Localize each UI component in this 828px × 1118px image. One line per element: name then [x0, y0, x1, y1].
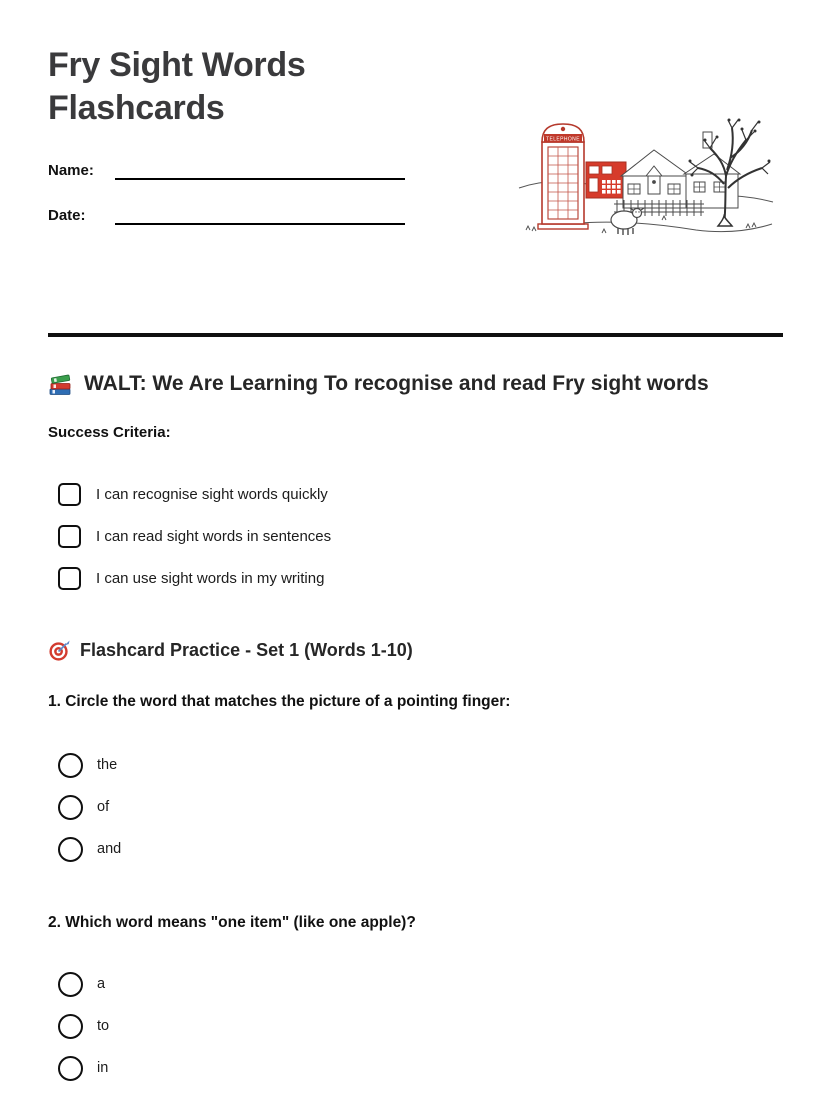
telephone-sign: TELEPHONE	[546, 136, 580, 143]
name-input-line[interactable]	[115, 160, 405, 180]
page-title: Fry Sight Words Flashcards	[48, 46, 306, 127]
option-radio[interactable]	[58, 837, 83, 862]
walt-heading-row	[48, 371, 783, 397]
option-radio[interactable]	[58, 972, 83, 997]
success-criteria-label: Success Criteria:	[48, 423, 171, 441]
option-label: in	[97, 1060, 109, 1077]
criterion-row	[58, 483, 783, 507]
option-label: the	[97, 757, 118, 774]
success-criteria-list	[58, 483, 783, 591]
option-row	[58, 837, 783, 862]
cottage	[621, 132, 740, 208]
criterion-checkbox[interactable]	[58, 483, 81, 506]
criterion-checkbox[interactable]	[58, 567, 81, 590]
telephone-box	[538, 124, 588, 229]
practice-heading-text: Flashcard Practice - Set 1 (Words 1-10)	[80, 639, 413, 660]
walt-heading-text: WALT: We Are Learning To recognise and read Fry sight words	[84, 371, 709, 395]
bus	[586, 162, 626, 198]
question-1-text: 1. Circle the word that matches the picture of a pointing finger:	[48, 692, 511, 710]
date-input-line[interactable]	[115, 205, 405, 225]
option-radio[interactable]	[58, 795, 83, 820]
date-label: Date:	[48, 206, 86, 224]
target-icon	[48, 639, 71, 662]
option-radio[interactable]	[58, 1014, 83, 1039]
option-radio[interactable]	[58, 1056, 83, 1081]
criterion-row	[58, 567, 783, 591]
books-icon	[48, 371, 74, 397]
criterion-row	[58, 525, 783, 549]
question-1-options	[58, 753, 783, 862]
village-scene-illustration	[518, 112, 774, 242]
criterion-label: I can use sight words in my writing	[96, 570, 325, 588]
criterion-label: I can recognise sight words quickly	[96, 486, 328, 504]
option-label: a	[97, 976, 106, 993]
option-label: and	[97, 841, 122, 858]
criterion-label: I can read sight words in sentences	[96, 528, 332, 546]
criterion-checkbox[interactable]	[58, 525, 81, 548]
option-row	[58, 1056, 783, 1081]
question-2-options	[58, 972, 783, 1081]
name-field-row	[48, 160, 405, 180]
section-divider	[48, 333, 783, 337]
option-row	[58, 795, 783, 820]
practice-heading-row	[48, 639, 783, 662]
option-radio[interactable]	[58, 753, 83, 778]
option-label: of	[97, 799, 110, 816]
option-row	[58, 753, 783, 778]
option-label: to	[97, 1018, 110, 1035]
question-2-text: 2. Which word means "one item" (like one apple)?	[48, 913, 416, 931]
option-row	[58, 1014, 783, 1039]
option-row	[58, 972, 783, 997]
date-field-row	[48, 205, 405, 225]
name-label: Name:	[48, 161, 94, 179]
